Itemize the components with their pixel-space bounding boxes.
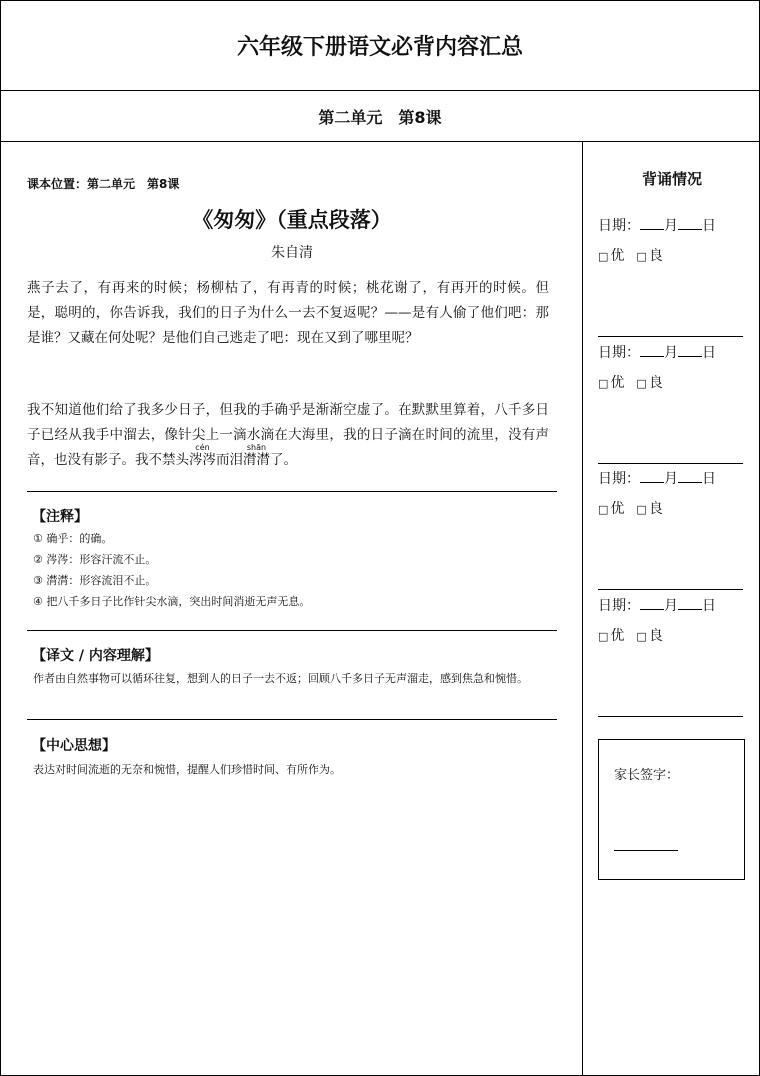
date-line: 日期： 月 日 [598, 345, 716, 361]
day-blank[interactable] [678, 344, 702, 357]
notes-heading: 【注释】 [32, 509, 88, 525]
column-divider [582, 142, 583, 1076]
translation-text: 作者由自然事物可以循环往复，想到人的日子一去不返；回顾八千多日子无声溜走，感到焦急和惋惜。 [33, 672, 528, 685]
page-title-text: 六年级下册语文必背内容汇总 [236, 34, 523, 60]
ruby-shanshan [243, 443, 270, 468]
unit-heading-text: 第二单元 第8课 [318, 107, 442, 127]
month-blank[interactable] [640, 217, 664, 230]
date-line: 日期： 月 日 [598, 598, 716, 614]
checkbox-icon[interactable]: □ [636, 250, 647, 263]
theme-heading: 【中心思想】 [32, 738, 116, 754]
recitation-title: 背诵情况 [641, 170, 702, 188]
note-item: ① 确乎：的确。 [33, 532, 113, 545]
date-line: 日期： 月 日 [598, 471, 716, 487]
recitation-record [598, 595, 746, 645]
paragraph-1: 燕子去了，有再来的时候；杨柳枯了，有再青的时候；桃花谢了，有再开的时候。但是，聪明的，你告诉我，我们的日子为什么一去不复返呢？——是有人偷了他们吧：那是谁？又藏在何处呢？是他们自己逃走了吧：现在又到了哪里呢？ [27, 280, 549, 346]
sidebar-divider [598, 463, 743, 464]
author: 朱自清 [271, 245, 313, 261]
page-title [0, 0, 760, 91]
grade-options [598, 372, 746, 392]
paragraph-2-part-1: 我不知道他们给了我多少日子，但我的手确乎是渐渐空虚了。在默默里算着，八千多日子已经从我手中溜去，像针尖上一滴水滴在大海里，我的日子滴在时间的流里，没有声音，也没有影子。我不禁头 [27, 402, 549, 468]
signature-line[interactable] [614, 850, 678, 851]
grade-options [598, 498, 746, 518]
grade-excellent-option[interactable]: □ 优 [598, 248, 625, 264]
month-blank[interactable] [640, 344, 664, 357]
grade-good-option[interactable]: □ 良 [636, 248, 663, 264]
textbook-location: 课本位置：第二单元 第8课 [27, 177, 180, 191]
sidebar-divider [598, 716, 743, 717]
sidebar-divider [598, 336, 743, 337]
checkbox-icon[interactable]: □ [636, 630, 647, 643]
section-divider [27, 719, 557, 720]
translation-heading: 【译文 / 内容理解】 [32, 648, 159, 664]
note-item: ③ 潸潸：形容流泪不止。 [33, 574, 157, 587]
checkbox-icon[interactable]: □ [598, 503, 609, 516]
paragraph-2 [27, 398, 549, 473]
day-blank[interactable] [678, 597, 702, 610]
text-title: 《匆匆》（重点段落） [192, 207, 392, 232]
grade-excellent-option[interactable]: □ 优 [598, 501, 625, 517]
theme-text: 表达对时间流逝的无奈和惋惜，提醒人们珍惜时间、有所作为。 [33, 763, 341, 776]
ruby-cencen [189, 443, 216, 468]
section-divider [27, 491, 557, 492]
checkbox-icon[interactable]: □ [636, 503, 647, 516]
sidebar-divider [598, 589, 743, 590]
ruby-cencen-pinyin: cén [189, 443, 216, 452]
parent-signature-box [598, 739, 745, 880]
note-item: ② 涔涔：形容汗流不止。 [33, 553, 157, 566]
signature-label: 家长签字： [614, 768, 680, 783]
recitation-record [598, 215, 746, 265]
ruby-cencen-base: 涔涔 [189, 452, 216, 468]
grade-options [598, 625, 746, 645]
checkbox-icon[interactable]: □ [598, 250, 609, 263]
grade-excellent-option[interactable]: □ 优 [598, 375, 625, 391]
checkbox-icon[interactable]: □ [598, 377, 609, 390]
grade-good-option[interactable]: □ 良 [636, 628, 663, 644]
day-blank[interactable] [678, 217, 702, 230]
checkbox-icon[interactable]: □ [598, 630, 609, 643]
ruby-shanshan-base: 潸潸 [243, 452, 270, 468]
section-divider [27, 630, 557, 631]
recitation-record [598, 342, 746, 392]
checkbox-icon[interactable]: □ [636, 377, 647, 390]
grade-excellent-option[interactable]: □ 优 [598, 628, 625, 644]
recitation-record [598, 468, 746, 518]
day-blank[interactable] [678, 470, 702, 483]
grade-options [598, 245, 746, 265]
grade-good-option[interactable]: □ 良 [636, 501, 663, 517]
note-item: ④ 把八千多日子比作针尖水滴，突出时间消逝无声无息。 [33, 595, 311, 608]
grade-good-option[interactable]: □ 良 [636, 375, 663, 391]
month-blank[interactable] [640, 597, 664, 610]
unit-heading [0, 91, 760, 142]
date-line: 日期： 月 日 [598, 218, 716, 234]
paragraph-2-part-3: 了。 [270, 452, 297, 468]
ruby-shanshan-pinyin: shān [243, 443, 270, 452]
month-blank[interactable] [640, 470, 664, 483]
paragraph-2-part-2: 而泪 [216, 452, 243, 468]
